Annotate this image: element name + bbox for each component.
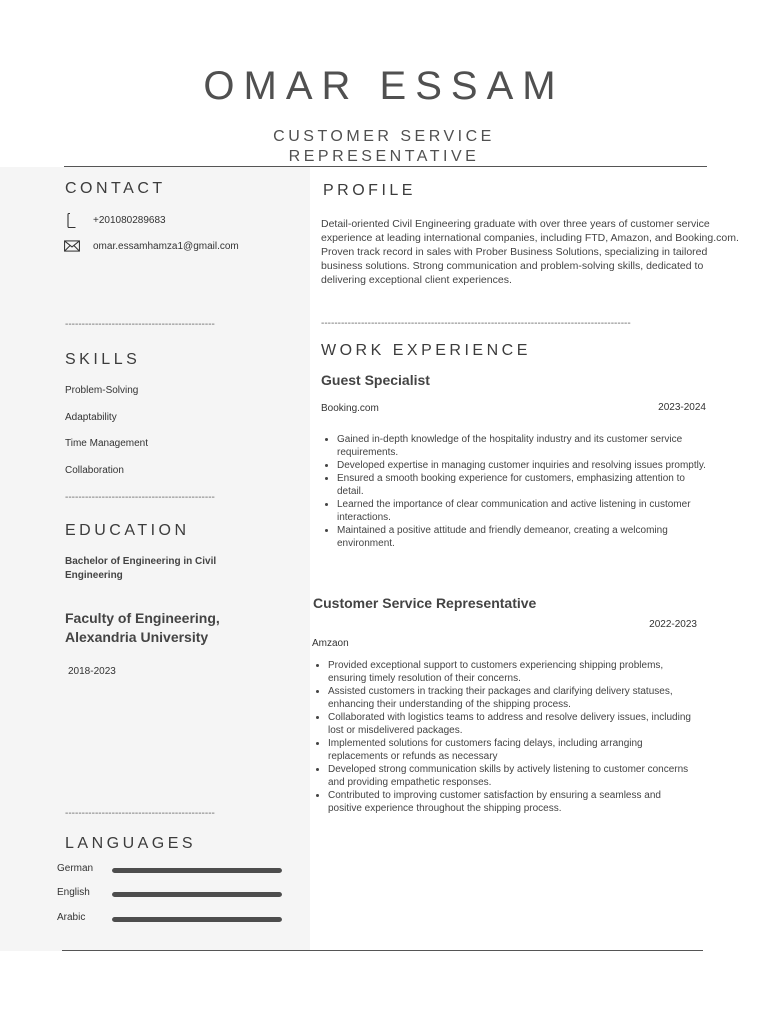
duty-item: • Contributed to improving customer satisfaction by ensuring a seamless and positive experience throughout the shipping process. [328,789,697,815]
contact-phone[interactable] [64,213,166,227]
language-level-fill [112,868,282,873]
duty-item: • Provided exceptional support to customers experiencing shipping problems, ensuring timely resolution of their concerns. [328,659,697,685]
language-row [57,863,287,877]
duty-item: • Maintained a positive attitude and friendly demeanor, creating a welcoming environment. [337,524,707,550]
divider-profile: --------------------------------------------------------------------------------------------- [321,318,631,329]
contact-email[interactable] [64,239,239,253]
email-address: omar.essamhamza1@gmail.com [93,240,239,252]
profile-heading: PROFILE [323,182,416,199]
footer-divider [62,950,703,951]
skill-item: Problem-Solving [65,385,139,396]
job-years: 2023-2024 [658,402,706,413]
divider-contact: --------------------------------------------- [65,319,215,330]
resume-name: OMAR ESSAM [203,64,565,108]
duty-item: • Learned the importance of clear communication and active listening in customer interactions. [337,498,707,524]
job-title: Guest Specialist [321,372,430,388]
job-duties [321,433,707,550]
profile-summary: Detail-oriented Civil Engineering graduate with over three years of customer service experience at leading international companies, including FTD, Amazon, and Booking.com. Proven track record in sales with Prober Business Solutions, specializing in tailored business solutions. Strong communication and problem-solving skills, dedicated to delivering exceptional client experiences. [321,218,739,286]
language-name: English [57,887,90,898]
email-icon [64,239,80,253]
education-heading: EDUCATION [65,522,190,539]
title-line-1: CUSTOMER SERVICE [273,128,495,145]
contact-heading: CONTACT [65,180,166,197]
language-name: German [57,863,94,874]
language-level-fill [112,892,282,897]
job-title: Customer Service Representative [313,595,537,611]
divider-skills: --------------------------------------------- [65,492,215,503]
language-level-bar [112,892,282,897]
phone-icon [64,213,80,227]
language-level-bar [112,917,282,922]
skill-item: Time Management [65,438,148,449]
duty-item: • Assisted customers in tracking their packages and clarifying delivery statuses, enhancing their understanding of the shipping process. [328,685,697,711]
languages-heading: LANGUAGES [65,835,197,852]
divider-education: --------------------------------------------- [65,808,215,819]
language-name: Arabic [57,912,86,923]
education-school: Faculty of Engineering, Alexandria University [65,610,220,645]
title-line-2: REPRESENTATIVE [288,148,480,165]
language-level-fill [112,917,282,922]
education-years: 2018-2023 [68,666,116,677]
phone-number: +201080289683 [93,214,166,226]
skills-heading: SKILLS [65,351,141,368]
skill-item: Collaboration [65,465,124,476]
duty-item: • Ensured a smooth booking experience for customers, emphasizing attention to detail. [337,472,707,498]
language-row [57,912,287,926]
duty-item: • Collaborated with logistics teams to address and resolve delivery issues, including lost or misdelivered packages. [328,711,697,737]
language-level-bar [112,868,282,873]
job-years: 2022-2023 [649,619,697,630]
skill-item: Adaptability [65,412,117,423]
education-degree: Bachelor of Engineering in Civil Engineering [65,556,217,581]
job-title-header [0,127,768,167]
duty-item: • Gained in-depth knowledge of the hospitality industry and its customer service requirements. [337,433,707,459]
duty-item: • Developed expertise in managing customer inquiries and resolving issues promptly. [337,459,707,472]
job-duties [312,659,697,815]
duty-item: • Developed strong communication skills by actively listening to customer concerns and providing empathetic responses. [328,763,697,789]
language-row [57,887,287,901]
experience-heading: WORK EXPERIENCE [321,342,531,359]
job-company: Amzaon [312,638,349,649]
duty-item: • Implemented solutions for customers facing delays, including arranging replacements or refunds as necessary [328,737,697,763]
job-company: Booking.com [321,403,379,414]
